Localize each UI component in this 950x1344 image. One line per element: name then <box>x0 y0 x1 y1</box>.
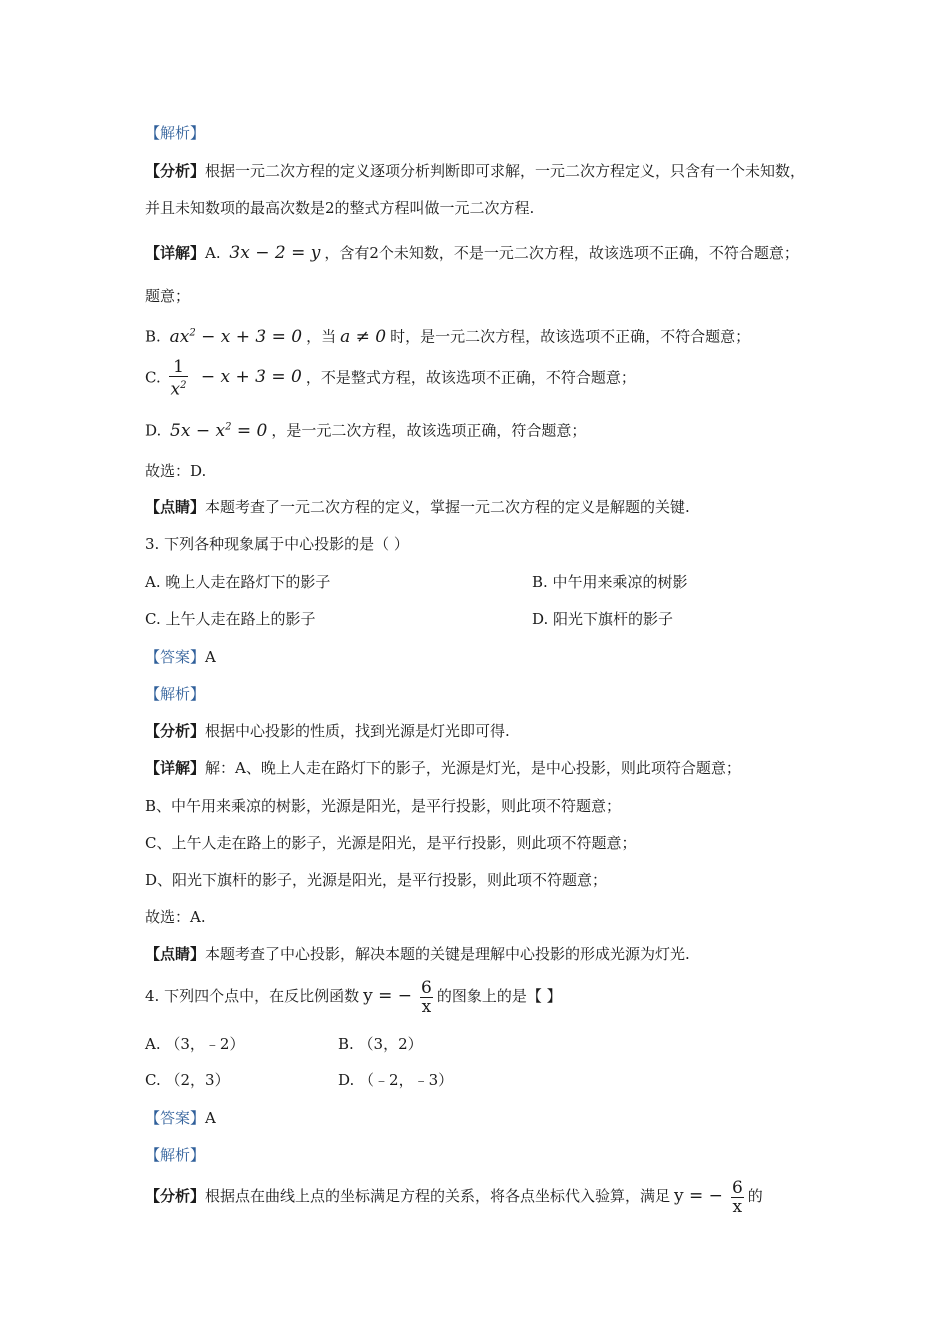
option-label: C. <box>145 368 161 387</box>
q3-option-c: C. 上午人走在路上的影子 <box>145 610 316 628</box>
q3-option-a: A. 晚上人走在路灯下的影子 <box>145 573 331 591</box>
q3-stem: 3. 下列各种现象属于中心投影的是（ ） <box>145 535 409 553</box>
s1-answer-choice: 故选：D. <box>145 462 207 480</box>
condition-b: a ≠ 0 <box>340 326 387 347</box>
dianjing-text: 本题考查了一元二次方程的定义，掌握一元二次方程的定义是解题的关键. <box>205 498 690 516</box>
q3-jiexi: 【解析】 <box>145 685 206 703</box>
s1-detail-a-cont: 题意； <box>145 287 191 305</box>
detail-text: ，是一元二次方程，故该选项正确，符合题意； <box>271 421 587 440</box>
q4-function-lhs: y = − <box>674 1186 723 1206</box>
q4-fraction: $\frac{6}{x}$ <box>421 977 432 1017</box>
fenxi-tag: 【分析】 <box>145 162 206 180</box>
q3-detail-b: B、中午用来乘凉的树影，光源是阳光，是平行投影，则此项不符题意； <box>145 797 622 815</box>
s1-detail-c <box>145 358 636 399</box>
dianjing-text: 本题考查了中心投影，解决本题的关键是理解中心投影的形成光源为灯光. <box>205 945 690 963</box>
q3-dianjing <box>145 943 690 965</box>
s1-detail-b <box>145 322 750 348</box>
q4-option-b: B. （3，2） <box>338 1035 423 1053</box>
equation-c: − x + 3 = 0 <box>195 367 302 388</box>
s1-analysis <box>145 153 810 227</box>
q4-function-lhs: y = − <box>363 986 412 1006</box>
q3-option-d: D. 阳光下旗杆的影子 <box>532 610 674 628</box>
fenxi-tag: 【分析】 <box>145 722 206 740</box>
fenxi-text: 根据点在曲线上点的坐标满足方程的关系，将各点坐标代入验算，满足 <box>205 1187 671 1205</box>
xiangjie-text: 解：A、晚上人走在路灯下的影子，光源是灯光，是中心投影，则此项符合题意； <box>205 759 741 777</box>
s1-detail-a <box>145 242 799 264</box>
q4-fraction: $\frac{6}{x}$ <box>731 1177 743 1217</box>
daan-tag: 【答案】 <box>145 648 206 666</box>
fenxi-text: 根据中心投影的性质，找到光源是灯光即可得. <box>205 722 510 740</box>
s1-dianjing <box>145 496 690 518</box>
option-label: D. <box>145 421 162 440</box>
detail-text: ，不是整式方程，故该选项不正确，不符合题意； <box>305 368 636 387</box>
option-label: A. <box>205 244 221 262</box>
option-label: B. <box>145 327 161 346</box>
q3-option-b: B. 中午用来乘凉的树影 <box>532 573 688 591</box>
daan-tag: 【答案】 <box>145 1109 206 1127</box>
fraction-c: $\frac{1}{x^2}$ <box>170 357 187 400</box>
q3-detail <box>145 757 741 779</box>
dianjing-tag: 【点睛】 <box>145 945 206 963</box>
xiangjie-tag: 【详解】 <box>145 759 206 777</box>
fenxi-tag: 【分析】 <box>145 1187 206 1205</box>
q4-jiexi: 【解析】 <box>145 1146 206 1164</box>
q3-answer-choice: 故选：A. <box>145 908 206 926</box>
q3-analysis <box>145 720 510 742</box>
equation-b: $ax^2 - x + 3 = 0$ <box>169 326 303 347</box>
q4-answer <box>145 1107 216 1129</box>
detail-text: 时，是一元二次方程，故该选项不正确，不符合题意； <box>390 327 751 346</box>
xiangjie-tag: 【详解】 <box>145 244 206 262</box>
equation-d: $5x - x^2 = 0$ <box>170 420 268 441</box>
q3-detail-d: D、阳光下旗杆的影子，光源是阳光，是平行投影，则此项不符题意； <box>145 871 608 889</box>
q4-stem <box>145 976 562 1016</box>
detail-text: ，当 <box>306 327 337 346</box>
q4-stem-text: 的图象上的是【 】 <box>436 987 562 1005</box>
q4-option-c: C. （2，3） <box>145 1071 230 1089</box>
s1-detail-d <box>145 416 586 442</box>
fenxi-text-end: 的 <box>747 1187 763 1205</box>
q3-answer <box>145 646 216 668</box>
fenxi-text: 根据一元二次方程的定义逐项分析判断即可求解，一元二次方程定义，只含有一个未知数，并且未知数项的最高次数是2的整式方程叫做一元二次方程. <box>145 162 806 217</box>
equation-a: 3x − 2 = y <box>229 243 321 263</box>
q3-detail-c: C、上午人走在路上的影子，光源是阳光，是平行投影，则此项不符题意； <box>145 834 637 852</box>
q4-option-a: A. （3，﹣2） <box>145 1035 245 1053</box>
q4-stem-text: 4. 下列四个点中，在反比例函数 <box>145 987 360 1005</box>
daan-value: A <box>205 1109 216 1127</box>
daan-value: A <box>205 648 216 666</box>
q4-analysis <box>145 1176 763 1216</box>
dianjing-tag: 【点睛】 <box>145 498 206 516</box>
q4-option-d: D. （﹣2，﹣3） <box>338 1071 454 1089</box>
detail-text: ，含有2个未知数，不是一元二次方程，故该选项不正确，不符合题意； <box>324 244 799 262</box>
jiexi-heading: 【解析】 <box>145 124 206 142</box>
